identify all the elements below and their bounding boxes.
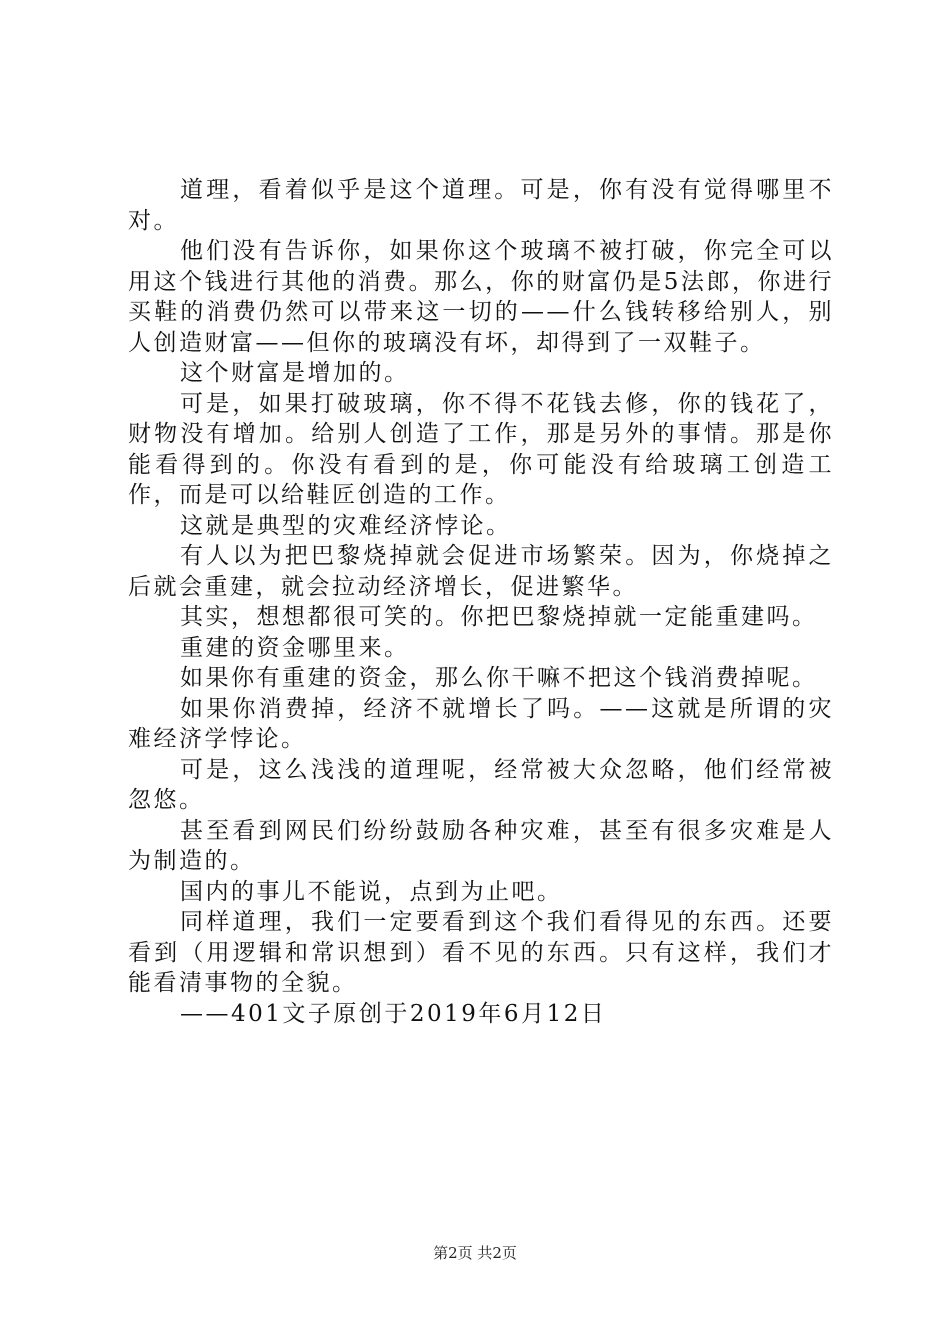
paragraph: 道理，看着似乎是这个道理。可是，你有没有觉得哪里不对。 xyxy=(128,177,834,234)
paragraph: 如果你消费掉，经济不就增长了吗。——这就是所谓的灾难经济学悖论。 xyxy=(128,695,834,752)
paragraph: 他们没有告诉你，如果你这个玻璃不被打破，你完全可以用这个钱进行其他的消费。那么，你的财富仍是5法郎，你进行买鞋的消费仍然可以带来这一切的——什么钱转移给别人，别人创造财富——但你的玻璃没有坏，却得到了一双鞋子。 xyxy=(128,238,834,356)
paragraph: 这就是典型的灾难经济悖论。 xyxy=(180,512,512,539)
paragraph: 有人以为把巴黎烧掉就会促进市场繁荣。因为，你烧掉之后就会重建，就会拉动经济增长，促进繁华。 xyxy=(128,543,834,600)
paragraph: 国内的事儿不能说，点到为止吧。 xyxy=(180,878,563,905)
paragraph: 这个财富是增加的。 xyxy=(180,360,410,386)
paragraph: 同样道理，我们一定要看到这个我们看得见的东西。还要看到（用逻辑和常识想到）看不见的东西。只有这样，我们才能看清事物的全貌。 xyxy=(128,909,834,996)
paragraph: 甚至看到网民们纷纷鼓励各种灾难，甚至有很多灾难是人为制造的。 xyxy=(128,817,834,874)
document-body xyxy=(128,175,834,1029)
signature-line: ——401文子原创于2019年6月12日 xyxy=(180,1000,607,1027)
page-footer: 第2页 共2页 xyxy=(433,1244,517,1262)
paragraph: 可是，这么浅浅的道理呢，经常被大众忽略，他们经常被忽悠。 xyxy=(128,756,834,813)
paragraph: 其实，想想都很可笑的。你把巴黎烧掉就一定能重建吗。 xyxy=(180,604,818,630)
paragraph: 如果你有重建的资金，那么你干嘛不把这个钱消费掉呢。 xyxy=(180,665,818,691)
paragraph: 重建的资金哪里来。 xyxy=(180,634,410,661)
paragraph: 可是，如果打破玻璃，你不得不花钱去修，你的钱花了，财物没有增加。给别人创造了工作，那是另外的事情。那是你能看得到的。你没有看到的是，你可能没有给玻璃工创造工作，而是可以给鞋匠创造的工作。 xyxy=(128,390,834,508)
